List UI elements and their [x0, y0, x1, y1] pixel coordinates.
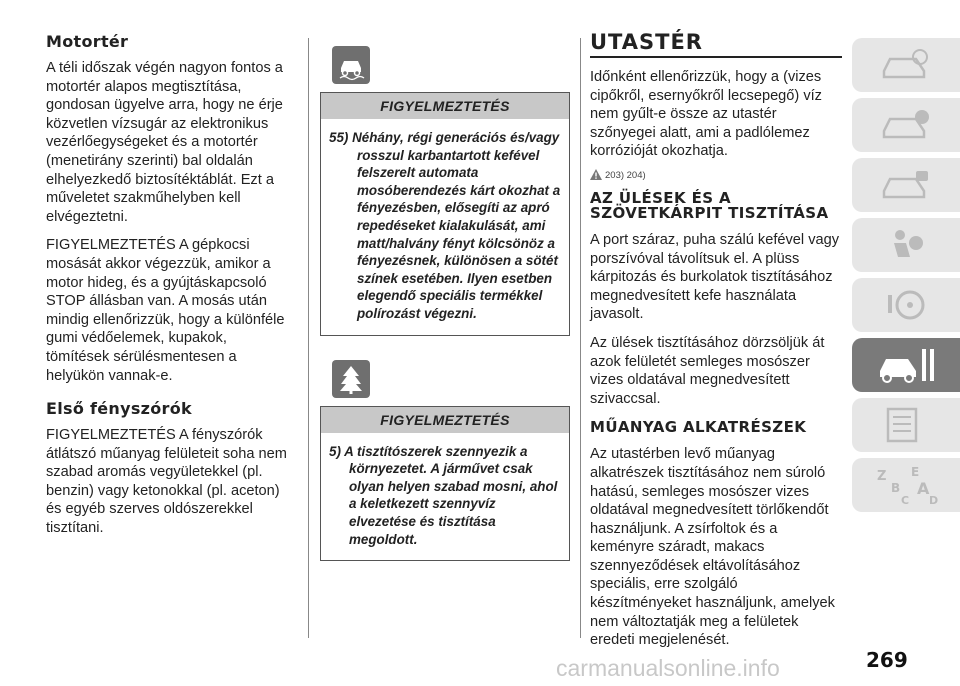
paragraph-interior: Időnként ellenőrizzük, hogy a (vizes cipőkről, esernyőkről lecsepegő) víz nem gyűlt-e össze az utastér szőnyegei alatt, ami a padlólemez korrózióját okozhatja.	[590, 69, 822, 160]
svg-text:B: B	[891, 481, 901, 495]
heading-seats: AZ ÜLÉSEK ÉS A SZÖVETKÁRPIT TISZTÍTÁSA	[590, 188, 829, 222]
paragraph-seats-2: Az ülések tisztításához dörzsöljük át azok felületét semleges mosószer vizes oldatával megnedvesített szivaccsal.	[590, 334, 825, 407]
tab-security[interactable]	[852, 158, 960, 212]
car-dashboard-icon	[876, 45, 936, 85]
tab-car-info[interactable]	[852, 98, 960, 152]
svg-text:D: D	[929, 494, 939, 507]
alphabet-index-icon	[871, 462, 941, 508]
warning-header: FIGYELMEZTETÉS	[321, 93, 569, 119]
column-divider	[308, 38, 309, 638]
warning-body: Néhány, régi generációs és/vagy rosszul karbantartott kefével felszerelt automata mosóberendezés kárt okozhat a fényezésben, elősegíti az apró repedéseket kialakulását, ami matt/halvány fényt kölcsönöz a fényezésnek, különösen a sötét színek esetében. Ilyen esetben elegendő speciális termékkel polírozást végezni.	[352, 130, 561, 321]
warning-references	[590, 169, 842, 183]
document-list-icon	[876, 405, 936, 445]
tab-driving[interactable]	[852, 278, 960, 332]
heading-rule	[590, 30, 842, 58]
warning-box-car-wash	[320, 92, 570, 336]
environment-tree-icon	[332, 360, 370, 398]
tab-dashboard[interactable]	[852, 38, 960, 92]
column-3	[590, 30, 842, 660]
airbag-seat-icon	[876, 225, 936, 265]
warning-text	[321, 433, 569, 561]
warning-body: A tisztítószerek szennyezik a környezetet. A járművet csak olyan helyen szabad mosni, ahol a keletkezett szennyvíz elvezetése és tisztítása megoldott.	[344, 443, 558, 547]
warning-header: FIGYELMEZTETÉS	[321, 407, 569, 433]
heading-interior: UTASTÉR	[590, 30, 703, 54]
svg-text:C: C	[901, 494, 910, 507]
svg-text:E: E	[911, 465, 920, 479]
heading-plastic: MŰANYAG ALKATRÉSZEK	[590, 418, 807, 437]
warning-text	[321, 119, 569, 335]
tab-safety[interactable]	[852, 218, 960, 272]
paragraph-wash-warning: FIGYELMEZTETÉS A gépkocsi mosását akkor végezzük, amikor a motor hideg, és a gyújtáskapcsoló STOP állásban van. A mosás után mindig ellenőrizzük, hogy a különféle gumi védőelemek, kupakok, tömítések sérülésmentesen a helyükön vannak-e.	[46, 237, 285, 384]
car-info-icon	[876, 105, 936, 145]
svg-text:Z: Z	[877, 469, 887, 484]
paragraph-headlights: FIGYELMEZTETÉS A fényszórók átlátszó műanyag felületeit soha nem szabad aromás vegyületekkel (pl. benzin) vagy ketonokkal (pl. aceton) és egyéb szerves oldószerekkel tisztítani.	[46, 427, 287, 537]
tab-index[interactable]	[852, 458, 960, 512]
column-2	[320, 28, 570, 561]
car-wrench-icon	[874, 343, 938, 387]
heading-engine: Motortér	[46, 32, 129, 51]
tab-maintenance[interactable]	[852, 338, 960, 392]
paragraph-engine: A téli időszak végén nagyon fontos a motortér alapos megtisztítása, gondosan ügyelve arra, hogy ne érje közvetlen vízsugár az elektronikus vezérlőegységeket és a motortér (menetirány szerinti) bal oldalán elhelyezkedő biztosítéktáblát. Ezt a műveletet szakműhelyben kell elvégeztetni.	[46, 60, 283, 225]
paragraph-seats-1: A port száraz, puha szálú kefével vagy porszívóval távolítsuk el. A plüss kárpitozás és burkolatok tisztításához megnedvesített kefe használata javasolt.	[590, 231, 840, 323]
warning-number: 55)	[329, 130, 349, 145]
watermark: carmanualsonline.info	[556, 655, 780, 681]
car-lock-icon	[876, 165, 936, 205]
column-1	[46, 28, 294, 548]
column-divider	[580, 38, 581, 638]
warning-number: 5)	[329, 443, 341, 459]
steering-wheel-icon	[876, 285, 936, 325]
svg-text:A: A	[917, 479, 930, 498]
warning-box-environment	[320, 406, 570, 562]
paragraph-plastic: Az utastérben levő műanyag alkatrészek tisztításához nem súroló hatású, semleges mosószer vizes oldatával megnedvesített törlőkendőt használjunk. A zsírfoltok és a keményre száradt, makacs szennyeződések eltávolításához speciális, erre szolgáló készítményeket használjunk, amelyek nem változtatják meg a felületek eredeti megjelenését.	[590, 446, 835, 649]
page-number: 269	[866, 648, 908, 672]
heading-headlights: Első fényszórók	[46, 399, 192, 419]
car-skid-warning-icon	[332, 46, 370, 84]
chapter-tabs	[852, 38, 960, 518]
warning-triangle-icon	[590, 169, 602, 183]
tab-technical-data[interactable]	[852, 398, 960, 452]
reference-numbers: 203) 204)	[605, 170, 646, 182]
